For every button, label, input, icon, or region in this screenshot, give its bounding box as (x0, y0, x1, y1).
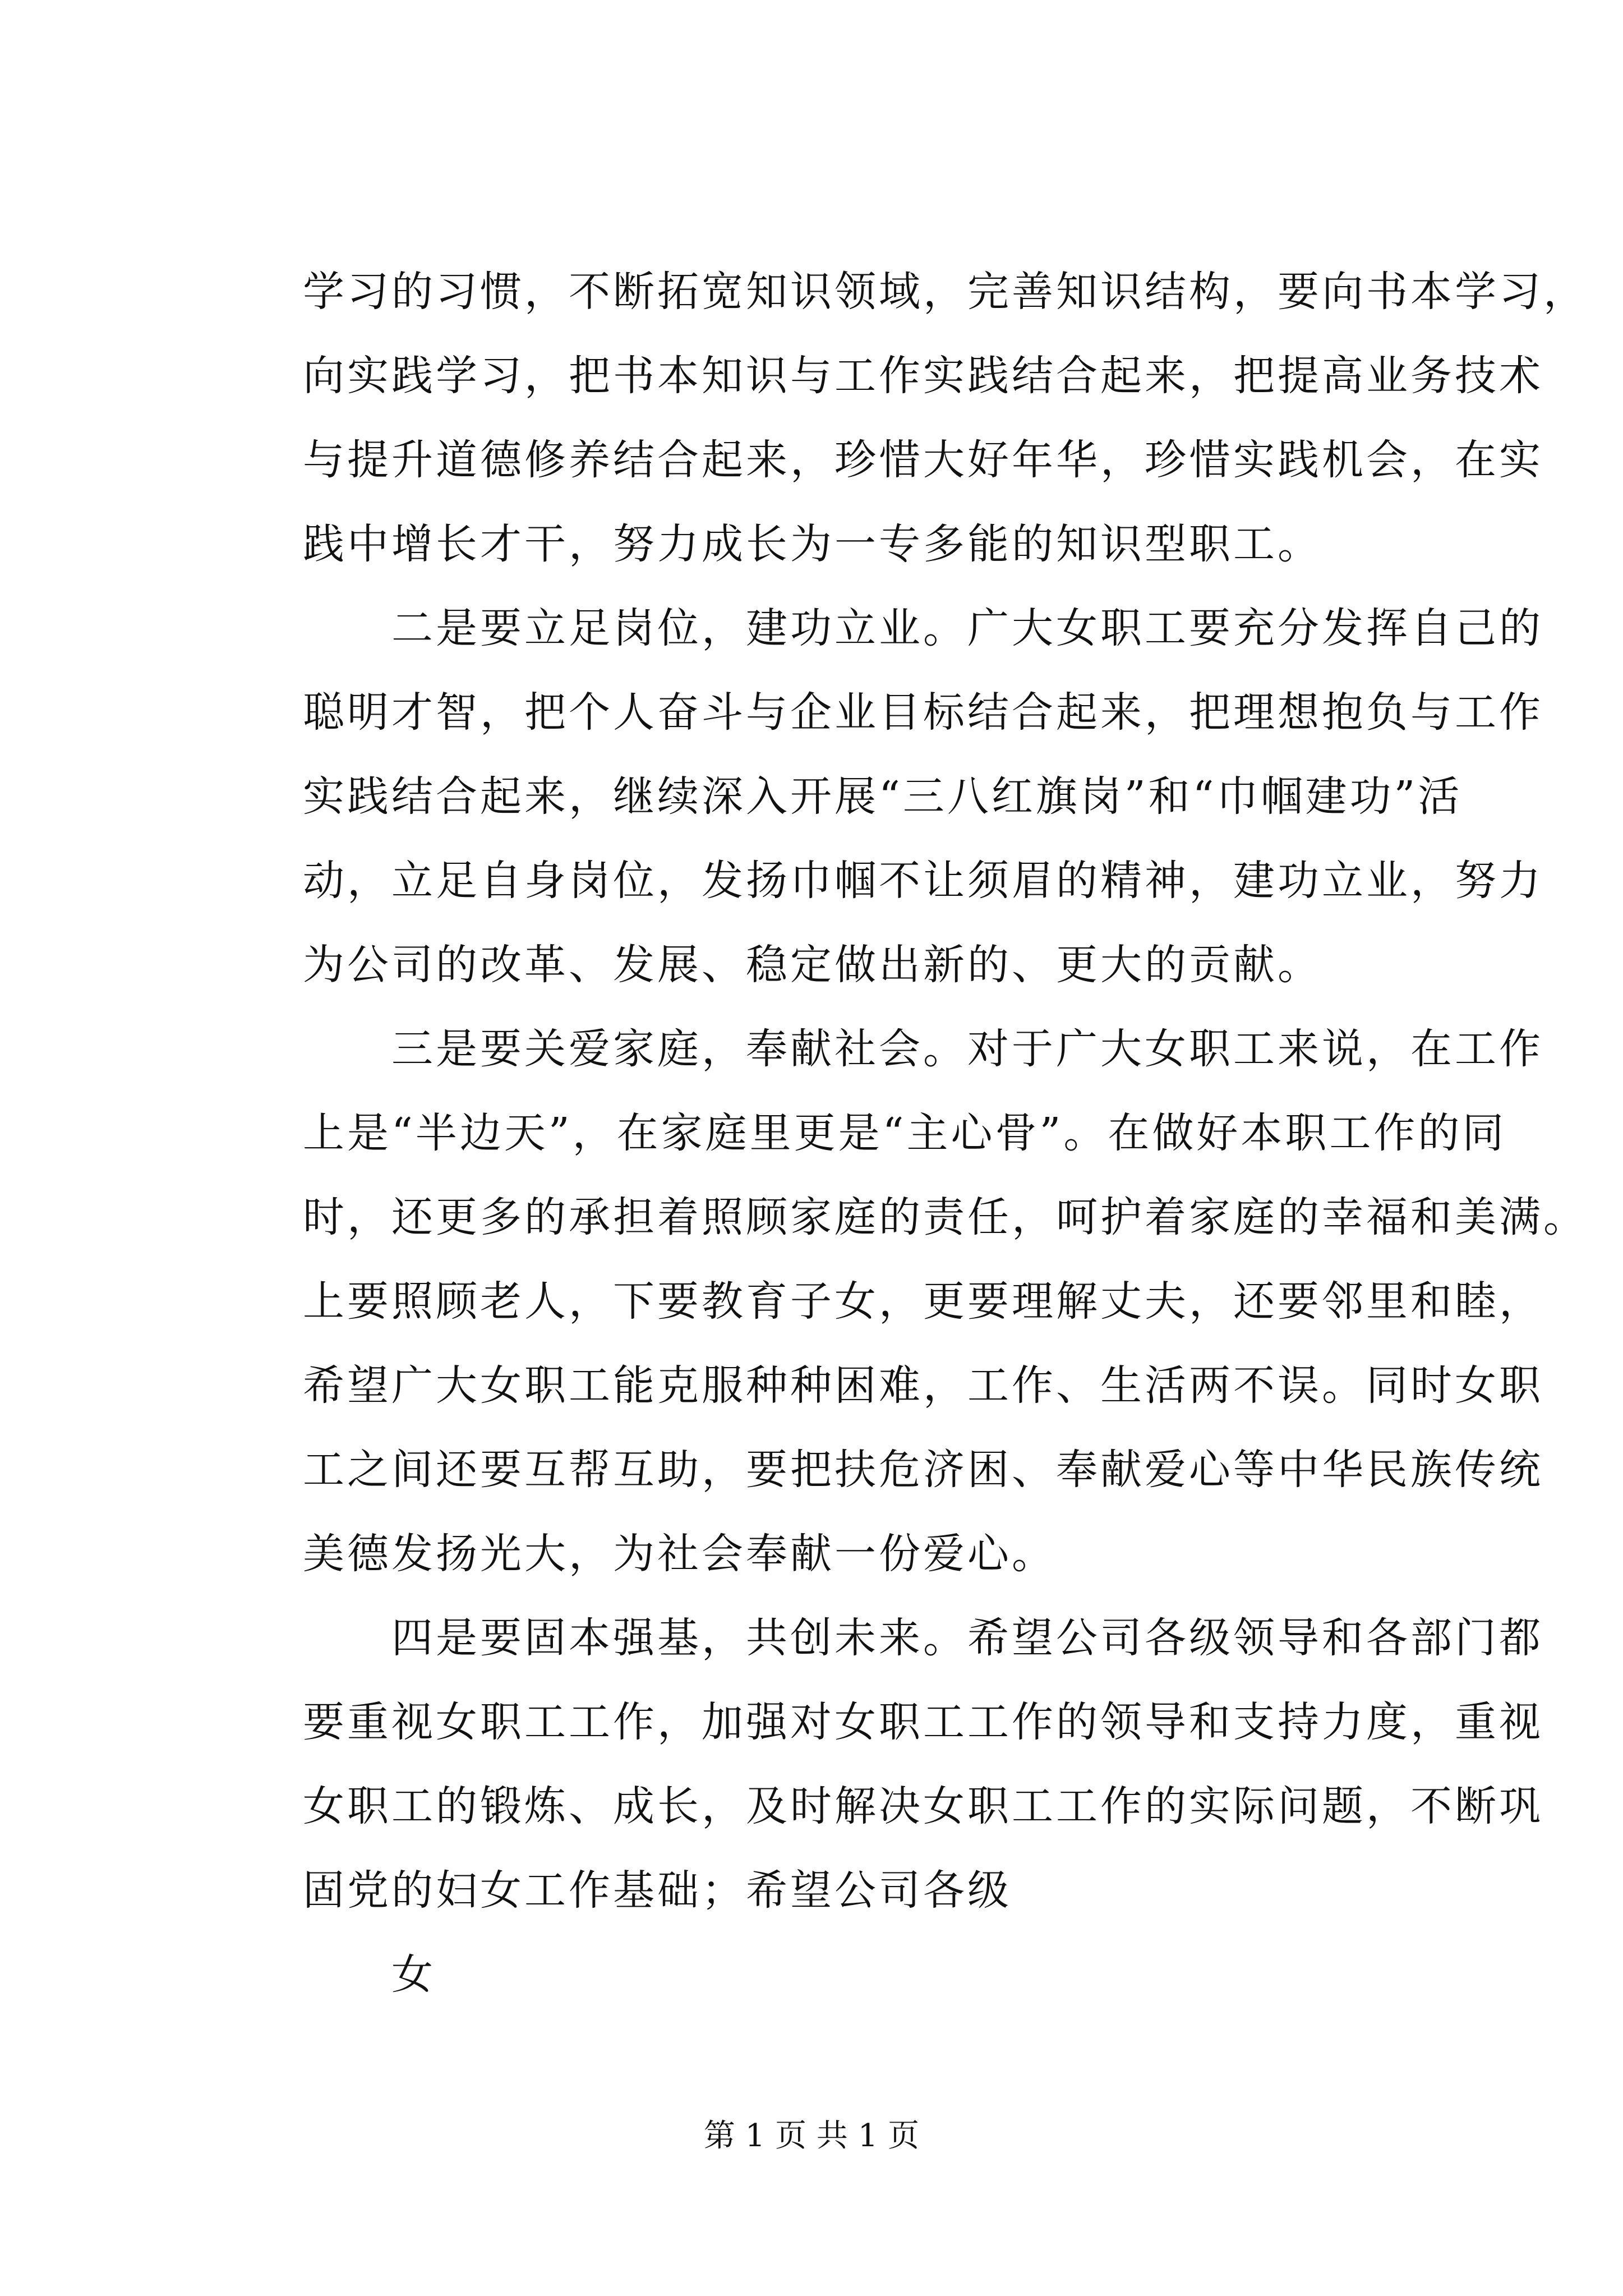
text-line: 美德发扬光大，为社会奉献一份爱心。 (303, 1530, 1056, 1578)
paragraph-start-line: 三是要关爱家庭，奉献社会。对于广大女职工来说，在工作 (303, 1025, 1543, 1073)
text-line: 上是“半边天”，在家庭里更是“主心骨”。在做好本职工作的同 (303, 1109, 1507, 1157)
text-line: 女职工的锻炼、成长，及时解决女职工工作的实际问题，不断巩 (303, 1782, 1543, 1830)
text-line: 向实践学习，把书本知识与工作实践结合起来，把提高业务技术 (303, 352, 1543, 400)
paragraph-start-line: 女 (303, 1950, 436, 1999)
page-number: 第 1 页 共 1 页 (703, 2118, 920, 2154)
text-line: 固党的妇女工作基础；希望公司各级 (303, 1866, 1012, 1915)
text-line: 为公司的改革、发展、稳定做出新的、更大的贡献。 (303, 941, 1322, 989)
text-line: 工之间还要互帮互助，要把扶危济困、奉献爱心等中华民族传统 (303, 1446, 1543, 1494)
text-line: 实践结合起来，继续深入开展“三八红旗岗”和“巾帼建功”活 (303, 772, 1463, 821)
text-line: 要重视女职工工作，加强对女职工工作的领导和支持力度，重视 (303, 1698, 1543, 1746)
text-line: 聪明才智，把个人奋斗与企业目标结合起来，把理想抱负与工作 (303, 688, 1543, 737)
text-line: 与提升道德修养结合起来，珍惜大好年华，珍惜实践机会，在实 (303, 436, 1543, 484)
paragraph-start-line: 四是要固本强基，共创未来。希望公司各级领导和各部门都 (303, 1614, 1543, 1662)
text-line: 动，立足自身岗位，发扬巾帼不让须眉的精神，建功立业，努力 (303, 857, 1543, 905)
paragraph-start-line: 二是要立足岗位，建功立业。广大女职工要充分发挥自己的 (303, 604, 1543, 652)
text-line: 上要照顾老人，下要教育子女，更要理解丈夫，还要邻里和睦， (303, 1277, 1543, 1326)
text-line: 学习的习惯，不断拓宽知识领域，完善知识结构，要向书本学习， (303, 268, 1588, 316)
text-line: 时，还更多的承担着照顾家庭的责任，呵护着家庭的幸福和美满。 (303, 1193, 1588, 1241)
text-line: 践中增长才干，努力成长为一专多能的知识型职工。 (303, 520, 1322, 568)
page-footer (0, 2114, 1623, 2159)
text-line: 希望广大女职工能克服种种困难，工作、生活两不误。同时女职 (303, 1361, 1543, 1410)
body-text (303, 250, 1588, 2017)
